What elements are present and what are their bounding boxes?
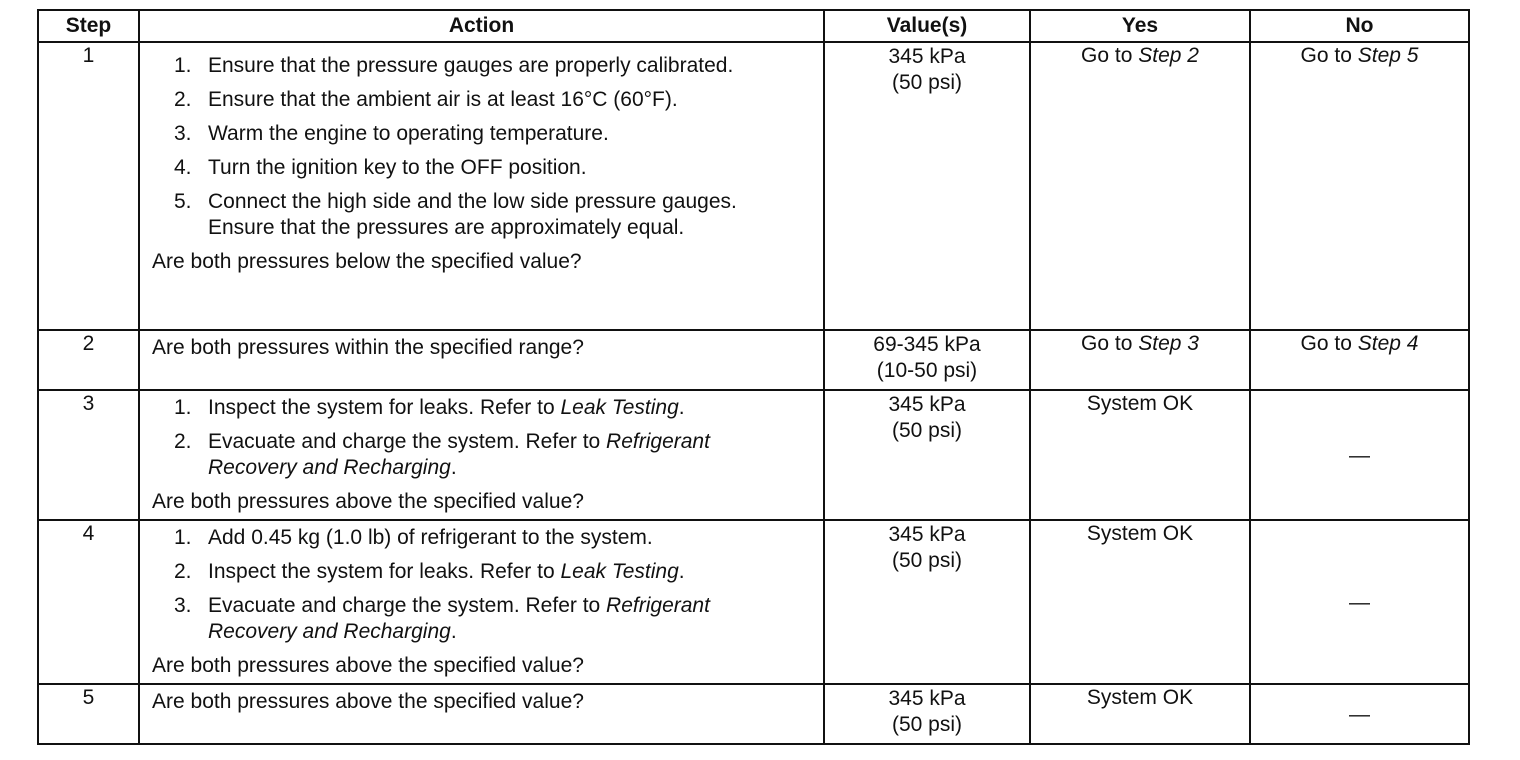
step-number: 2 xyxy=(38,330,139,390)
action-item: 3. Warm the engine to operating temperature. xyxy=(174,122,609,145)
action-item: 4. Turn the ignition key to the OFF position. xyxy=(174,156,587,179)
action-question: Are both pressures above the specified value? xyxy=(152,490,584,513)
action-cell xyxy=(139,330,824,390)
dash-mark: — xyxy=(1349,443,1370,467)
action-question: Are both pressures above the specified value? xyxy=(152,654,584,677)
action-question: Are both pressures above the specified value? xyxy=(152,690,584,713)
step-number: 3 xyxy=(38,390,139,520)
value-cell: 69-345 kPa (10-50 psi) xyxy=(824,330,1030,390)
action-item: 2. Ensure that the ambient air is at least 16°C (60°F). xyxy=(174,88,678,111)
value-cell: 345 kPa (50 psi) xyxy=(824,42,1030,330)
header-action: Action xyxy=(139,10,824,42)
dash-mark: — xyxy=(1349,702,1370,726)
action-item: 2. Inspect the system for leaks. Refer to Leak Testing. xyxy=(174,560,685,583)
table-row xyxy=(38,520,1469,684)
action-item: 1. Add 0.45 kg (1.0 lb) of refrigerant to the system. xyxy=(174,526,653,549)
no-cell: Go to Step 5 xyxy=(1250,42,1469,330)
action-cell xyxy=(139,390,824,520)
no-cell xyxy=(1250,520,1469,684)
step-number: 4 xyxy=(38,520,139,684)
diagnostic-table xyxy=(37,9,1470,745)
action-item: 3. Evacuate and charge the system. Refer to Refrigerant Recovery and Recharging. xyxy=(174,594,710,643)
header-no: No xyxy=(1250,10,1469,42)
step-number: 5 xyxy=(38,684,139,744)
yes-cell: System OK xyxy=(1030,520,1250,684)
header-step: Step xyxy=(38,10,139,42)
table-row xyxy=(38,390,1469,520)
header-yes: Yes xyxy=(1030,10,1250,42)
dash-mark: — xyxy=(1349,590,1370,614)
table-row xyxy=(38,684,1469,744)
value-cell: 345 kPa (50 psi) xyxy=(824,390,1030,520)
action-cell xyxy=(139,520,824,684)
action-item: 1. Ensure that the pressure gauges are properly calibrated. xyxy=(174,54,734,77)
action-cell xyxy=(139,684,824,744)
yes-cell: Go to Step 3 xyxy=(1030,330,1250,390)
action-cell xyxy=(139,42,824,330)
table-row xyxy=(38,330,1469,390)
value-cell: 345 kPa (50 psi) xyxy=(824,684,1030,744)
action-item: 5. Connect the high side and the low side pressure gauges. Ensure that the pressures are approximately equal. xyxy=(174,190,737,239)
action-question: Are both pressures within the specified range? xyxy=(152,336,584,359)
no-cell xyxy=(1250,684,1469,744)
no-cell: Go to Step 4 xyxy=(1250,330,1469,390)
header-values: Value(s) xyxy=(824,10,1030,42)
value-cell: 345 kPa (50 psi) xyxy=(824,520,1030,684)
yes-cell: System OK xyxy=(1030,684,1250,744)
action-item: 1. Inspect the system for leaks. Refer to Leak Testing. xyxy=(174,396,685,419)
no-cell xyxy=(1250,390,1469,520)
table-row xyxy=(38,42,1469,330)
step-number: 1 xyxy=(38,42,139,330)
action-item: 2. Evacuate and charge the system. Refer to Refrigerant Recovery and Recharging. xyxy=(174,430,710,479)
yes-cell: Go to Step 2 xyxy=(1030,42,1250,330)
header-row xyxy=(38,10,1469,42)
yes-cell: System OK xyxy=(1030,390,1250,520)
action-question: Are both pressures below the specified value? xyxy=(152,250,582,273)
